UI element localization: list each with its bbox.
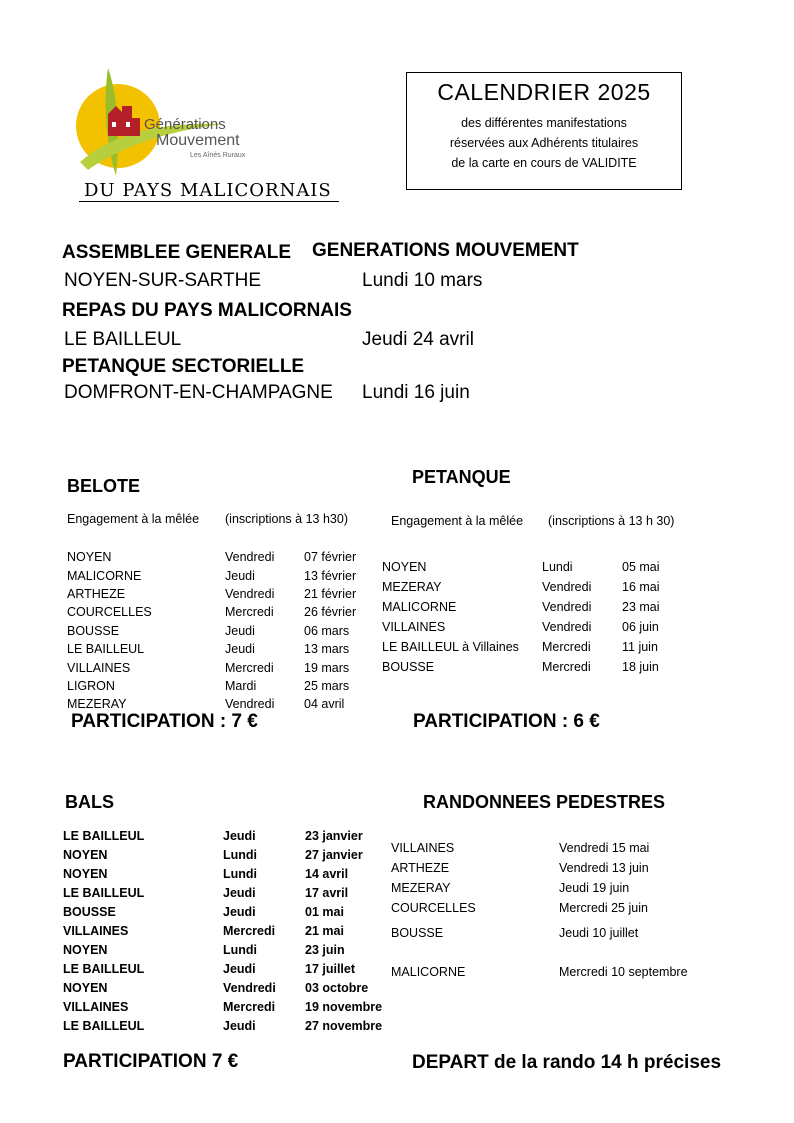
bals-cell: NOYEN	[63, 981, 108, 995]
petanque-sect-date: Lundi 16 juin	[362, 382, 470, 403]
petanque-cell: NOYEN	[382, 560, 427, 574]
belote-cell: Mercredi	[225, 605, 274, 619]
randonnees-cell: Vendredi 13 juin	[559, 861, 649, 875]
org-name-underline	[79, 201, 339, 202]
petanque-cell: 11 juin	[622, 640, 658, 654]
randonnees-cell: MEZERAY	[391, 881, 451, 895]
calendar-subtitle	[407, 113, 681, 173]
logo-text-line2: Mouvement	[156, 132, 240, 149]
randonnees-cell: BOUSSE	[391, 926, 444, 940]
petanque-cell: 06 juin	[622, 620, 659, 634]
belote-cell: LE BAILLEUL	[67, 642, 145, 656]
bals-cell: 21 mai	[305, 924, 344, 938]
bals-cell: 27 novembre	[305, 1019, 383, 1033]
repas-place: LE BAILLEUL	[64, 329, 182, 350]
randonnees-title: RANDONNEES PEDESTRES	[423, 792, 666, 812]
belote-cell: 19 mars	[304, 661, 350, 675]
bals-cell: Mercredi	[223, 1000, 276, 1014]
petanque-title: PETANQUE	[412, 467, 511, 487]
logo-text-line1: Générations	[144, 116, 226, 133]
petanque-cell: Mercredi	[542, 660, 591, 674]
petanque-cell: Vendredi	[542, 620, 592, 634]
bals-cell: LE BAILLEUL	[63, 962, 145, 976]
bals-cell: 14 avril	[305, 867, 349, 881]
petanque-cell: 18 juin	[622, 660, 659, 674]
belote-cell: Vendredi	[225, 697, 275, 711]
belote-cell: Vendredi	[225, 550, 275, 564]
petanque-cell: Mercredi	[542, 640, 591, 654]
randonnees-cell: Jeudi 19 juin	[559, 881, 630, 895]
petanque-sect-title: PETANQUE SECTORIELLE	[62, 356, 305, 377]
randonnees-cell: Jeudi 10 juillet	[559, 926, 639, 940]
bals-title: BALS	[65, 792, 114, 812]
bals-cell: VILLAINES	[63, 924, 129, 938]
randonnees-cell: ARTHEZE	[391, 861, 450, 875]
belote-cell: 04 avril	[304, 697, 345, 711]
assemblee-date: Lundi 10 mars	[362, 270, 483, 291]
belote-cell: 06 mars	[304, 624, 350, 638]
randonnees-cell: Mercredi 25 juin	[559, 901, 648, 915]
bals-cell: NOYEN	[63, 943, 108, 957]
bals-cell: 27 janvier	[305, 848, 363, 862]
belote-cell: Jeudi	[225, 624, 255, 638]
petanque-cell: 05 mai	[622, 560, 660, 574]
petanque-cell: Vendredi	[542, 600, 592, 614]
bals-cell: LE BAILLEUL	[63, 1019, 145, 1033]
belote-cell: MEZERAY	[67, 697, 127, 711]
bals-cell: BOUSSE	[63, 905, 116, 919]
randonnees-cell: Vendredi 15 mai	[559, 841, 650, 855]
belote-cell: Mercredi	[225, 661, 274, 675]
bals-cell: Vendredi	[223, 981, 276, 995]
generations-mouvement-logo	[74, 66, 274, 178]
belote-cell: VILLAINES	[67, 661, 131, 675]
petanque-cell: MALICORNE	[382, 600, 457, 614]
calendar-title: CALENDRIER 2025	[437, 79, 651, 105]
repas-date: Jeudi 24 avril	[362, 329, 474, 350]
randonnees-cell: COURCELLES	[391, 901, 476, 915]
randonnees-cell: MALICORNE	[391, 965, 466, 979]
randonnees-cell: VILLAINES	[391, 841, 455, 855]
bals-cell: 17 avril	[305, 886, 349, 900]
bals-cell: Lundi	[223, 848, 258, 862]
petanque-cell: LE BAILLEUL à Villaines	[382, 640, 519, 654]
belote-cell: 26 février	[304, 605, 357, 619]
petanque-cell: Lundi	[542, 560, 573, 574]
petanque-cell: BOUSSE	[382, 660, 435, 674]
randonnees-depart: DEPART de la rando 14 h précises	[412, 1052, 722, 1073]
calendar-title-box	[406, 72, 682, 190]
petanque-participation: PARTICIPATION : 6 €	[413, 711, 600, 732]
petanque-sect-place: DOMFRONT-EN-CHAMPAGNE	[64, 382, 333, 403]
belote-title: BELOTE	[67, 476, 141, 496]
belote-cell: COURCELLES	[67, 605, 152, 619]
belote-cell: LIGRON	[67, 679, 115, 693]
belote-cell: ARTHEZE	[67, 587, 126, 601]
bals-cell: Jeudi	[223, 886, 256, 900]
belote-cell: NOYEN	[67, 550, 112, 564]
bals-cell: LE BAILLEUL	[63, 886, 145, 900]
bals-cell: Lundi	[223, 943, 258, 957]
bals-cell: 23 janvier	[305, 829, 363, 843]
calendar-subtitle-line: des différentes manifestations	[461, 116, 627, 130]
petanque-engagement: Engagement à la mêlée	[391, 514, 524, 528]
calendar-subtitle-line: réservées aux Adhérents titulaires	[449, 136, 639, 150]
bals-cell: Lundi	[223, 867, 258, 881]
bals-cell: VILLAINES	[63, 1000, 129, 1014]
bals-cell: 17 juillet	[305, 962, 356, 976]
bals-cell: NOYEN	[63, 867, 108, 881]
belote-cell: MALICORNE	[67, 569, 142, 583]
belote-cell: Mardi	[225, 679, 257, 693]
randonnees-cell: Mercredi 10 septembre	[559, 965, 688, 979]
petanque-cell: VILLAINES	[382, 620, 446, 634]
belote-cell: 25 mars	[304, 679, 350, 693]
belote-cell: 13 mars	[304, 642, 350, 656]
bals-cell: LE BAILLEUL	[63, 829, 145, 843]
belote-engagement: Engagement à la mêlée	[67, 512, 200, 526]
assemblee-subtitle: GENERATIONS MOUVEMENT	[312, 240, 579, 261]
assemblee-title: ASSEMBLEE GENERALE	[62, 242, 292, 263]
belote-cell: BOUSSE	[67, 624, 120, 638]
petanque-cell: 16 mai	[622, 580, 660, 594]
belote-cell: Vendredi	[225, 587, 275, 601]
assemblee-place: NOYEN-SUR-SARTHE	[64, 270, 262, 291]
repas-title: REPAS DU PAYS MALICORNAIS	[62, 300, 352, 321]
belote-participation: PARTICIPATION : 7 €	[71, 711, 258, 732]
belote-cell: 21 février	[304, 587, 357, 601]
bals-cell: NOYEN	[63, 848, 108, 862]
petanque-cell: 23 mai	[622, 600, 660, 614]
belote-cell: Jeudi	[225, 569, 255, 583]
bals-participation: PARTICIPATION 7 €	[63, 1051, 239, 1072]
bals-cell: 23 juin	[305, 943, 345, 957]
bals-cell: 19 novembre	[305, 1000, 383, 1014]
bals-cell: 03 octobre	[305, 981, 369, 995]
bals-cell: 01 mai	[305, 905, 344, 919]
bals-cell: Mercredi	[223, 924, 276, 938]
petanque-cell: MEZERAY	[382, 580, 442, 594]
bals-cell: Jeudi	[223, 905, 256, 919]
belote-inscriptions: (inscriptions à 13 h30)	[225, 512, 348, 526]
bals-cell: Jeudi	[223, 1019, 256, 1033]
org-name: DU PAYS MALICORNAIS	[84, 180, 332, 201]
calendar-subtitle-line: de la carte en cours de VALIDITE	[451, 156, 637, 170]
belote-cell: Jeudi	[225, 642, 255, 656]
logo-tagline: Les Aînés Ruraux	[190, 152, 246, 159]
belote-cell: 13 février	[304, 569, 357, 583]
belote-cell: 07 février	[304, 550, 357, 564]
petanque-inscriptions: (inscriptions à 13 h 30)	[548, 514, 675, 528]
bals-cell: Jeudi	[223, 829, 256, 843]
petanque-cell: Vendredi	[542, 580, 592, 594]
bals-cell: Jeudi	[223, 962, 256, 976]
